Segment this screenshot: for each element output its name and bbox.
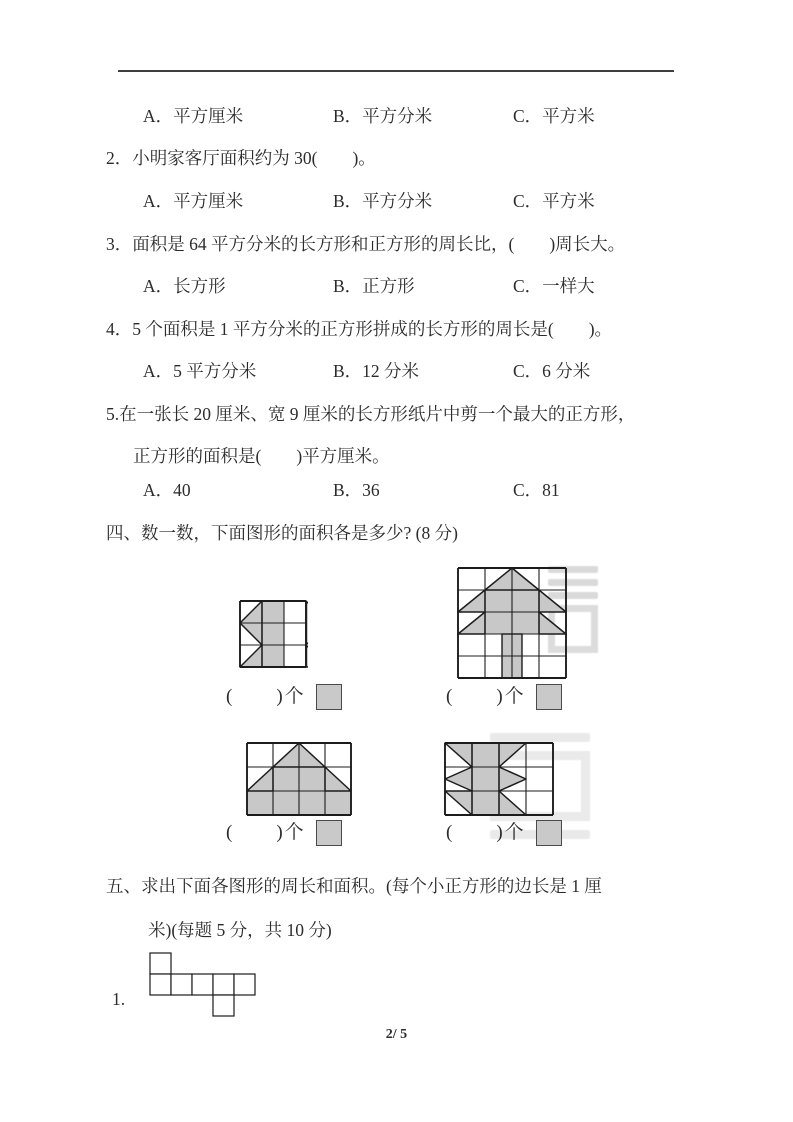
figure-grid-butterfly (238, 599, 308, 674)
question3-text: 3．面积是 64 平方分米的长方形和正方形的周长比，( )周长大。 (106, 234, 626, 254)
figure-grid-mountain (245, 741, 353, 822)
unit-square-icon (536, 820, 562, 846)
question4-text: 4．5 个面积是 1 平方分米的正方形拼成的长方形的周长是( )。 (106, 319, 613, 339)
section5-title-line2: 米)(每题 5 分，共 10 分) (148, 920, 332, 940)
count-caption-text: ( )个 (226, 822, 306, 843)
option-b: B．平方分米 (333, 106, 433, 126)
unit-square-icon (316, 820, 342, 846)
count-caption-text: ( )个 (226, 686, 306, 707)
option-c: C．平方米 (513, 191, 595, 211)
count-caption-text: ( )个 (446, 686, 526, 707)
question1-options (143, 103, 595, 129)
unit-square-icon (316, 684, 342, 710)
question5-text-line2: 正方形的面积是( )平方厘米。 (133, 446, 390, 466)
option-b: B．正方形 (333, 276, 415, 296)
count-caption-2 (446, 683, 562, 711)
top-divider (118, 70, 674, 72)
question4-options (143, 358, 590, 384)
option-c: C．6 分米 (513, 361, 591, 381)
question5-text-line1: 5.在一张长 20 厘米、宽 9 厘米的长方形纸片中剪一个最大的正方形， (106, 404, 636, 424)
question2-options (143, 188, 595, 214)
count-caption-4 (446, 819, 562, 847)
question5-options (143, 477, 560, 503)
option-c: C．平方米 (513, 106, 595, 126)
option-b: B．12 分米 (333, 361, 420, 381)
option-c: C．81 (513, 480, 560, 500)
option-a: A．5 平方分米 (143, 361, 257, 381)
option-b: B．36 (333, 480, 380, 500)
item1-label: 1. (112, 989, 126, 1009)
option-b: B．平方分米 (333, 191, 433, 211)
figure-grid-double-bowtie (443, 741, 555, 822)
count-caption-text: ( )个 (446, 822, 526, 843)
section4-title: 四、数一数，下面图形的面积各是多少? (8 分) (106, 523, 458, 543)
question2-text: 2．小明家客厅面积约为 30( )。 (106, 148, 376, 168)
page-number: 2/ 5 (385, 1027, 408, 1042)
figure-grid-tree (456, 566, 568, 685)
question3-options (143, 273, 595, 299)
option-a: A．平方厘米 (143, 191, 244, 211)
option-a: A．40 (143, 480, 191, 500)
option-c: C．一样大 (513, 276, 595, 296)
section5-title-line1: 五、求出下面各图形的周长和面积。(每个小正方形的边长是 1 厘 (106, 876, 602, 896)
count-caption-1 (226, 683, 342, 711)
unit-square-icon (536, 684, 562, 710)
option-a: A．平方厘米 (143, 106, 244, 126)
count-caption-3 (226, 819, 342, 847)
figure-perimeter-shape (148, 951, 257, 1023)
option-a: A．长方形 (143, 276, 226, 296)
